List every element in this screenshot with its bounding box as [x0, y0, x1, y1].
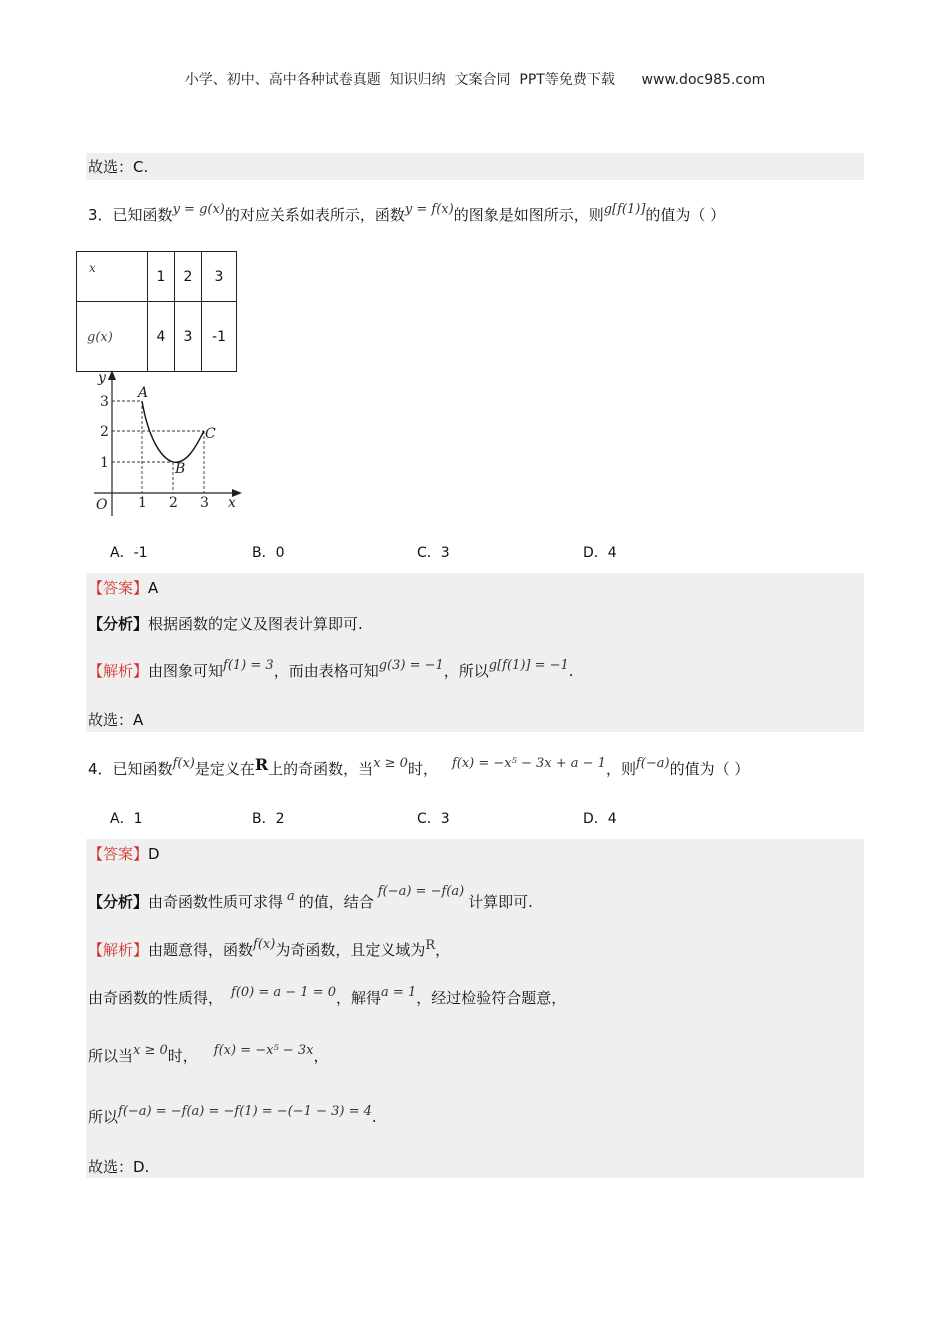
- q4-ana-text-2: 的值，结合: [298, 893, 374, 911]
- q4-text-6: 的值为（ ）: [669, 760, 750, 778]
- q4-option-c: C．3: [417, 811, 450, 827]
- q4-l3-text-1: 所以当: [88, 1047, 134, 1065]
- q4-analysis-tag: 【分析】: [88, 893, 149, 911]
- q4-ana-text-3: 计算即可.: [468, 893, 533, 911]
- q4-text-4: 时，: [407, 760, 438, 778]
- q3-sol-text-1: 由图象可知: [148, 662, 224, 680]
- q3-answer-block: [86, 573, 864, 732]
- q3-sol-math-3: g[f(1)] = −1: [488, 658, 569, 673]
- q3-answer-tag: 【答案】: [88, 579, 149, 597]
- q4-ana-math-2: f(−a) = −f(a): [377, 884, 465, 899]
- prev-conclusion: 故选：C.: [88, 158, 149, 176]
- q4-answer-value: D: [148, 845, 160, 863]
- q4-ana-math-1: a: [287, 889, 295, 904]
- q3-analysis-tag: 【分析】: [88, 615, 149, 633]
- q4-l4-math-1: f(−a) = −f(a) = −f(1) = −(−1 − 3) = 4: [118, 1104, 372, 1119]
- q3-conclusion: 故选：A: [88, 711, 144, 729]
- q3-math-3: g[f(1)]: [603, 202, 646, 217]
- q3-option-d: D．4: [583, 545, 617, 561]
- table-head-x: [77, 252, 148, 302]
- table-head-gx: [77, 302, 148, 372]
- page-header: 小学、初中、高中各种试卷真题 知识归纳 文案合同 PPT等免费下载 www.doc985.com: [184, 72, 766, 88]
- q4-solution-line-3: [88, 1043, 329, 1068]
- q4-text-3: 上的奇函数，当: [268, 760, 374, 778]
- q4-l2-text-1: 由奇函数的性质得，: [88, 989, 224, 1007]
- q4-sol-text-3: ，: [435, 941, 451, 959]
- q3-text-2: 的对应关系如表所示，函数: [224, 206, 405, 224]
- q4-answer: [88, 844, 160, 864]
- q4-solution-line-1: [88, 937, 451, 962]
- q3-analysis-text: 根据函数的定义及图表计算即可.: [148, 615, 363, 633]
- y-tick-2: 2: [100, 424, 109, 440]
- table-cell-x3: 3: [202, 252, 237, 302]
- q3-number: 3．: [88, 206, 113, 224]
- q4-l3-math-2: f(x) = −x⁵ − 3x: [213, 1043, 314, 1058]
- q3-sol-math-1: f(1) = 3: [223, 658, 274, 673]
- q4-math-4: f(x) = −x⁵ − 3x + a − 1: [451, 756, 606, 771]
- q3-option-a: A．-1: [110, 545, 148, 561]
- q3-sol-text-2: ，而由表格可知: [273, 662, 379, 680]
- point-c-label: C: [205, 426, 216, 442]
- q4-l3-text-3: ，: [313, 1047, 329, 1065]
- q3-text-4: 的值为（ ）: [645, 206, 726, 224]
- q4-solution-line-4: [88, 1104, 377, 1129]
- origin-label: O: [96, 497, 108, 513]
- q3-sol-math-2: g(3) = −1: [378, 658, 444, 673]
- y-axis-arrow: [108, 370, 116, 380]
- q3-text-1: 已知函数: [112, 206, 173, 224]
- x-axis-label: x: [228, 495, 236, 511]
- q3-text-3: 的图象是如图所示，则: [453, 206, 604, 224]
- table-cell-g1: 4: [148, 302, 175, 372]
- q4-sol-text-2: 为奇函数，且定义域为: [275, 941, 426, 959]
- q3-solution: [88, 658, 574, 683]
- table-cell-x2: 2: [175, 252, 202, 302]
- q4-l3-math-1: x ≥ 0: [133, 1043, 168, 1058]
- q3-stem: [88, 202, 726, 227]
- q3-math-2: y = f(x): [404, 202, 454, 217]
- q3-sol-text-3: ，所以: [443, 662, 489, 680]
- q4-sol-math-2: R: [425, 938, 436, 953]
- q4-l2-math-2: a = 1: [381, 985, 417, 1000]
- guide-lines: [112, 401, 204, 493]
- table-head-gx-label: g(x): [87, 329, 113, 345]
- q4-solution-tag: 【解析】: [88, 941, 149, 959]
- q4-stem: [88, 755, 750, 781]
- q4-sol-text-1: 由题意得，函数: [148, 941, 254, 959]
- point-a-label: A: [138, 385, 149, 401]
- q4-option-d: D．4: [583, 811, 617, 827]
- q4-math-1: f(x): [172, 756, 195, 771]
- x-tick-1: 1: [138, 495, 147, 511]
- q4-option-b: B．2: [252, 811, 285, 827]
- prev-answer-block: [86, 153, 864, 180]
- x-tick-3: 3: [200, 495, 209, 511]
- table-cell-g2: 3: [175, 302, 202, 372]
- q4-text-5: ，则: [605, 760, 636, 778]
- q3-answer: [88, 578, 158, 598]
- q4-text-2: 是定义在: [194, 760, 255, 778]
- y-axis-label: y: [98, 370, 106, 386]
- table-cell-x1: 1: [148, 252, 175, 302]
- point-b-label: B: [175, 461, 186, 477]
- q4-l2-text-3: ，经过检验符合题意，: [416, 989, 567, 1007]
- q4-math-3: x ≥ 0: [373, 756, 408, 771]
- q4-l3-text-2: 时，: [167, 1047, 198, 1065]
- q3-math-1: y = g(x): [172, 202, 225, 217]
- q3-solution-tag: 【解析】: [88, 662, 149, 680]
- function-curve: [142, 401, 204, 462]
- q4-l2-text-2: ，解得: [336, 989, 382, 1007]
- q4-sol-math-1: f(x): [253, 937, 276, 952]
- q4-text-1: 已知函数: [112, 760, 173, 778]
- q4-answer-tag: 【答案】: [88, 845, 149, 863]
- q4-math-2: R: [254, 755, 269, 774]
- q3-option-c: C．3: [417, 545, 450, 561]
- q3-answer-value: A: [148, 579, 159, 597]
- q4-math-5: f(−a): [635, 756, 670, 771]
- q4-l2-math-1: f(0) = a − 1 = 0: [231, 985, 337, 1000]
- q3-sol-text-4: .: [568, 662, 574, 680]
- q4-number: 4．: [88, 760, 113, 778]
- y-tick-1: 1: [100, 455, 109, 471]
- table-head-x-label: x: [89, 261, 96, 275]
- g-table: [76, 251, 237, 372]
- function-graph: [76, 366, 256, 526]
- q4-ana-text-1: 由奇函数性质可求得: [148, 893, 284, 911]
- q4-conclusion: 故选：D.: [88, 1158, 150, 1176]
- y-tick-3: 3: [100, 394, 109, 410]
- q3-option-b: B．0: [252, 545, 285, 561]
- q4-l4-text-1: 所以: [88, 1108, 119, 1126]
- q4-l4-text-2: .: [371, 1108, 377, 1126]
- q4-solution-line-2: [88, 985, 567, 1010]
- table-cell-g3: -1: [202, 302, 237, 372]
- q3-analysis: [88, 614, 363, 634]
- q4-analysis: [88, 884, 533, 914]
- x-tick-2: 2: [169, 495, 178, 511]
- q4-option-a: A．1: [110, 811, 143, 827]
